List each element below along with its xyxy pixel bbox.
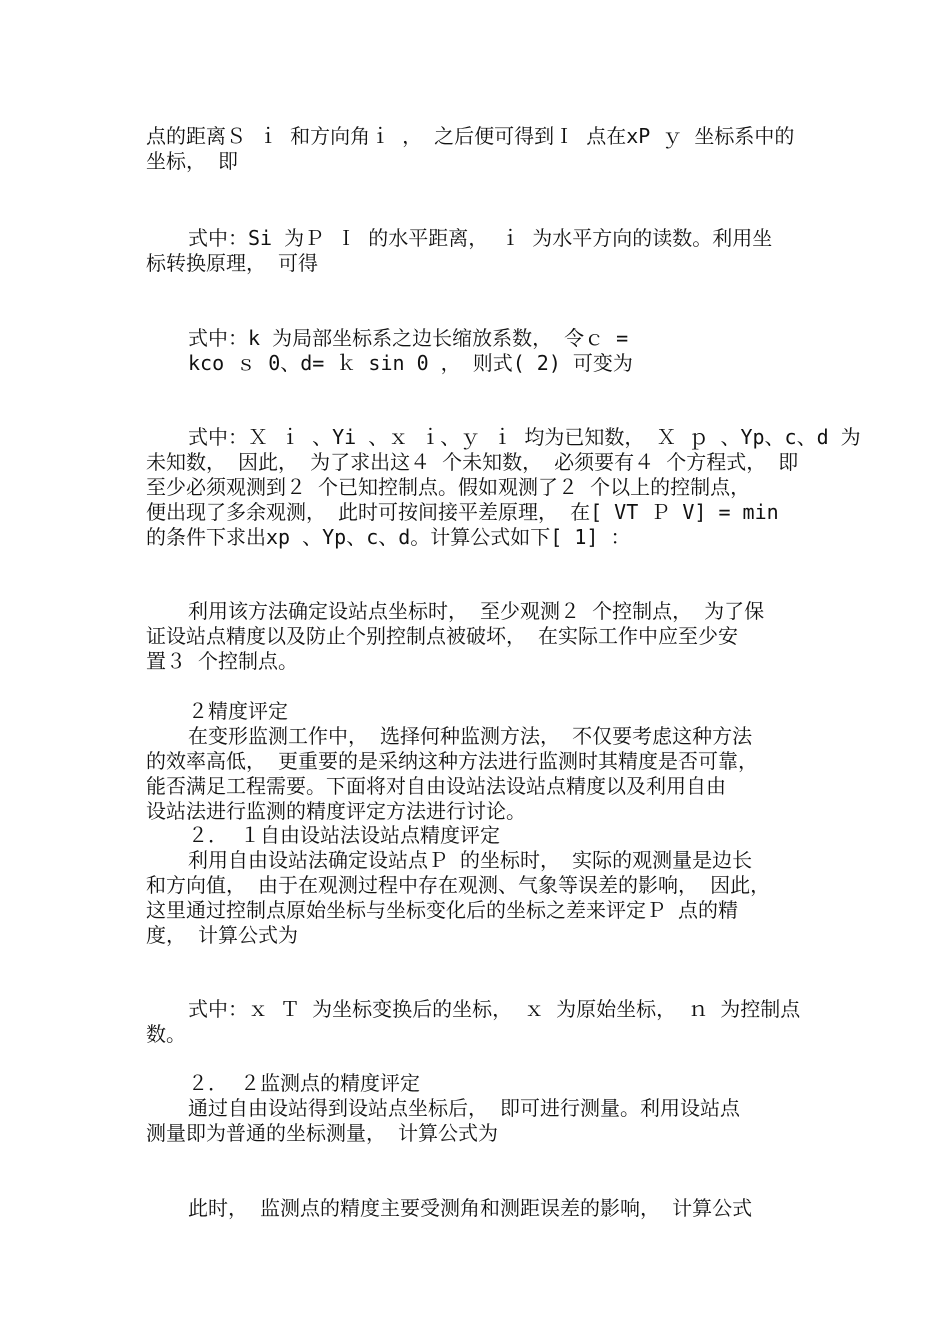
text-line: 测量即为普通的坐标测量， 计算公式为: [146, 1121, 499, 1145]
paragraph-3: [188, 326, 808, 376]
heading-text: ２精度评定: [188, 699, 288, 723]
text-line: 置３ 个控制点。: [146, 649, 299, 673]
text-line: 的条件下求出xp 、Yp、c、d。计算公式如下[ 1] ：: [146, 525, 631, 549]
text-line: 在变形监测工作中， 选择何种监测方法， 不仅要考虑这种方法: [188, 724, 753, 748]
text-line: 此时， 监测点的精度主要受测角和测距误差的影响， 计算公式: [188, 1196, 753, 1220]
text-line: 利用自由设站法确定设站点Ｐ 的坐标时， 实际的观测量是边长: [188, 848, 753, 872]
section-heading-2: [146, 699, 806, 724]
paragraph-1: [146, 124, 806, 174]
text-line: 便出现了多余观测， 此时可按间接平差原理， 在[ VT Ｐ V] = min: [146, 500, 779, 524]
text-line: 这里通过控制点原始坐标与坐标变化后的坐标之差来评定Ｐ 点的精: [146, 898, 739, 922]
section-heading-2-1: [146, 823, 806, 848]
text-line: 通过自由设站得到设站点坐标后， 即可进行测量。利用设站点: [188, 1096, 741, 1120]
section-heading-2-2: [146, 1071, 806, 1096]
paragraph-6: [146, 724, 806, 824]
text-line: 能否满足工程需要。下面将对自由设站法设站点精度以及利用自由: [146, 774, 726, 798]
paragraph-7: [146, 848, 806, 948]
paragraph-8: [146, 997, 806, 1047]
text-line: 至少必须观测到２ 个已知控制点。假如观测了２ 个以上的控制点，: [146, 475, 751, 499]
text-line: 式中：Ｘ ｉ 、Yi 、ｘ ｉ、ｙ ｉ 均为已知数， Ｘ ｐ 、Yp、c、d 为: [188, 425, 861, 449]
text-line: 式中：k 为局部坐标系之边长缩放系数， 令ｃ =: [188, 326, 629, 350]
text-line: 和方向值， 由于在观测过程中存在观测、气象等误差的影响， 因此，: [146, 873, 771, 897]
text-line: 点的距离Ｓ ｉ 和方向角ｉ ， 之后便可得到Ｉ 点在xP ｙ 坐标系中的: [146, 124, 795, 148]
text-line: 数。: [146, 1022, 186, 1046]
heading-text: ２． １自由设站法设站点精度评定: [188, 823, 501, 847]
heading-text: ２． ２监测点的精度评定: [188, 1071, 421, 1095]
text-line: 未知数， 因此， 为了求出这４ 个未知数， 必须要有４ 个方程式， 即: [146, 450, 799, 474]
text-line: 坐标， 即: [146, 149, 239, 173]
text-line: kco ｓ 0、d= ｋ sin 0 ， 则式( 2) 可变为: [188, 351, 633, 375]
text-line: 的效率高低， 更重要的是采纳这种方法进行监测时其精度是否可靠，: [146, 749, 759, 773]
paragraph-9: [146, 1096, 806, 1146]
text-line: 设站法进行监测的精度评定方法进行讨论。: [146, 799, 526, 823]
paragraph-5: [146, 599, 806, 674]
text-line: 利用该方法确定设站点坐标时， 至少观测２ 个控制点， 为了保: [188, 599, 765, 623]
text-line: 式中：Si 为Ｐ Ｉ 的水平距离， ｉ 为水平方向的读数。利用坐: [188, 226, 773, 250]
paragraph-4: [146, 425, 861, 550]
text-line: 式中：ｘ Ｔ 为坐标变换后的坐标， ｘ 为原始坐标， ｎ 为控制点: [188, 997, 801, 1021]
text-line: 标转换原理， 可得: [146, 251, 319, 275]
paragraph-10: [146, 1196, 806, 1221]
text-line: 度， 计算公式为: [146, 923, 299, 947]
text-line: 证设站点精度以及防止个别控制点被破坏， 在实际工作中应至少安: [146, 624, 739, 648]
paragraph-2: [146, 226, 806, 276]
